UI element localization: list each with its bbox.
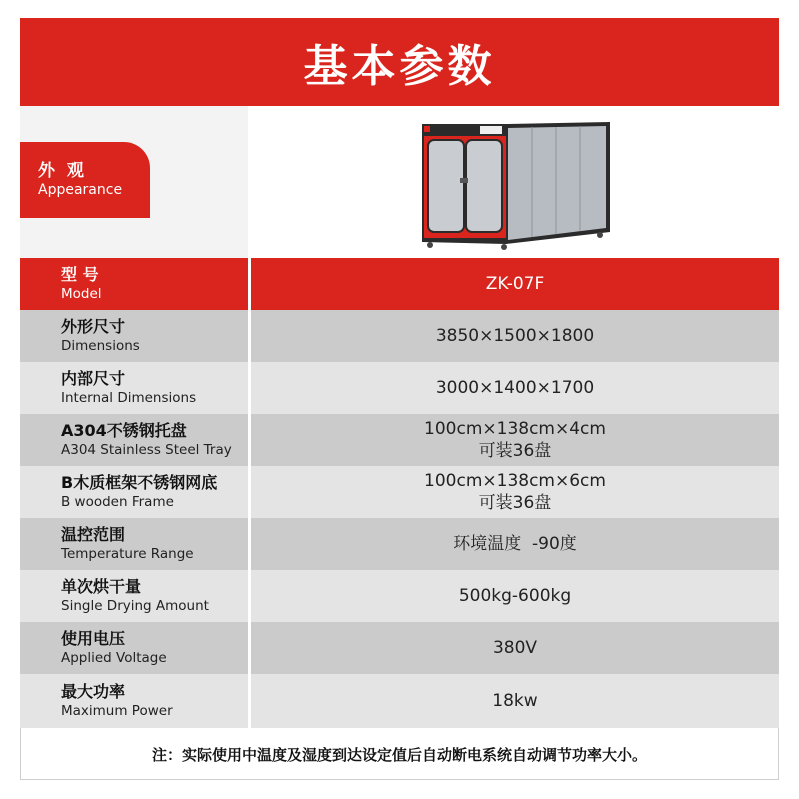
spec-row — [20, 674, 779, 728]
spec-label-zh: B木质框架不锈钢网底 — [61, 473, 218, 492]
spec-value-cell — [248, 570, 779, 622]
spec-value: 100cm×138cm×6cm — [424, 471, 606, 491]
spec-label-zh: 外形尺寸 — [61, 317, 126, 336]
spec-row — [20, 362, 779, 414]
spec-value-cell — [248, 310, 779, 362]
spec-label-en: Applied Voltage — [61, 650, 167, 666]
spec-label-zh: 使用电压 — [61, 629, 126, 648]
spec-value: 500kg-600kg — [458, 586, 572, 606]
spec-label-zh: 最大功率 — [61, 682, 126, 701]
spec-label-cell — [20, 362, 248, 414]
spec-label-cell — [20, 414, 248, 466]
spec-label-en: B wooden Frame — [61, 494, 174, 510]
model-label-cell — [20, 258, 248, 310]
spec-value-cell — [248, 414, 779, 466]
spec-label-zh: 温控范围 — [61, 525, 126, 544]
appearance-label-cell — [20, 106, 248, 258]
spec-row — [20, 466, 779, 518]
spec-label-cell — [20, 518, 248, 570]
spec-row — [20, 310, 779, 362]
model-label-zh: 型 号 — [61, 265, 99, 284]
spec-label-zh: A304不锈钢托盘 — [61, 421, 187, 440]
spec-row — [20, 518, 779, 570]
spec-label-cell — [20, 674, 248, 728]
spec-value-cell — [248, 466, 779, 518]
spec-label-en: Single Drying Amount — [61, 598, 209, 614]
spec-label-en: Internal Dimensions — [61, 390, 197, 406]
appearance-tab — [20, 142, 150, 218]
model-value: ZK-07F — [248, 258, 779, 310]
appearance-section — [20, 106, 779, 258]
spec-row — [20, 570, 779, 622]
spec-value-note: 可装36盘 — [478, 441, 552, 461]
spec-value: 100cm×138cm×4cm — [424, 419, 606, 439]
spec-label-en: Maximum Power — [61, 703, 173, 719]
spec-value-cell — [248, 362, 779, 414]
spec-value-note: 可装36盘 — [478, 493, 552, 513]
spec-label-cell — [20, 570, 248, 622]
spec-value: 18kw — [492, 691, 538, 711]
spec-label-zh: 单次烘干量 — [61, 577, 142, 596]
spec-value-cell — [248, 622, 779, 674]
spec-row — [20, 622, 779, 674]
model-label-en: Model — [61, 286, 102, 302]
spec-value-cell — [248, 674, 779, 728]
appearance-label-en: Appearance — [38, 182, 123, 198]
spec-label-cell — [20, 466, 248, 518]
spec-value: 3850×1500×1800 — [435, 326, 595, 346]
spec-value-cell — [248, 518, 779, 570]
model-row — [20, 258, 779, 310]
spec-row — [20, 414, 779, 466]
spec-label-en: A304 Stainless Steel Tray — [61, 442, 232, 458]
footer-note: 注：实际使用中温度及湿度到达设定值后自动断电系统自动调节功率大小。 — [151, 745, 647, 764]
appearance-label-zh: 外 观 — [38, 161, 87, 181]
page-title: 基本参数 — [20, 18, 779, 106]
spec-label-en: Temperature Range — [61, 546, 194, 562]
product-image — [410, 114, 610, 252]
spec-value: 380V — [492, 638, 538, 658]
spec-label-cell — [20, 622, 248, 674]
spec-label-zh: 内部尺寸 — [61, 369, 126, 388]
spec-label-en: Dimensions — [61, 338, 140, 354]
spec-value: 3000×1400×1700 — [435, 378, 595, 398]
spec-value: 环境温度 -90度 — [453, 534, 577, 554]
spec-label-cell — [20, 310, 248, 362]
